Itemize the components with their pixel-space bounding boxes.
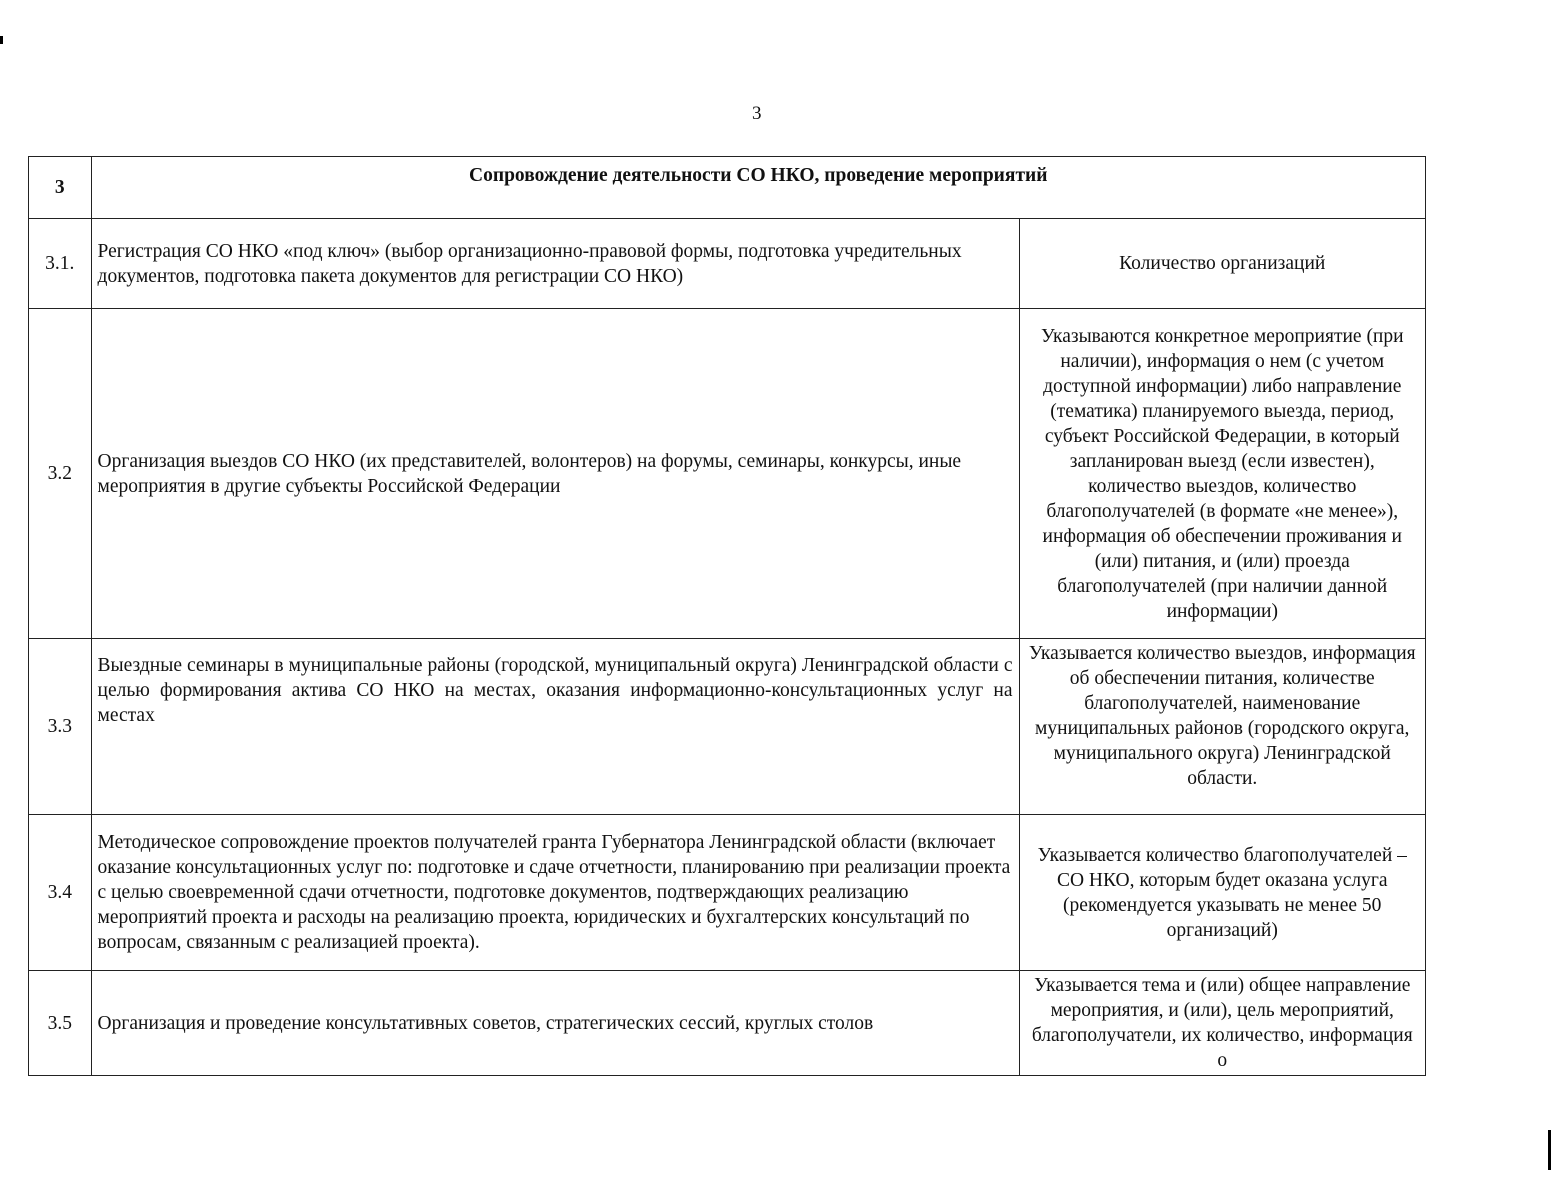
table-row	[29, 971, 1426, 1076]
row-indicator: Количество организаций	[1019, 219, 1426, 309]
row-description: Выездные семинары в муниципальные районы (городской, муниципальный округа) Ленинградской области с целью формирования актива СО НКО на местах, оказания информационно-консультационных услуг на местах	[91, 639, 1019, 815]
table-row	[29, 219, 1426, 309]
scan-artifact-top-left	[0, 36, 3, 44]
section-number: 3	[29, 157, 92, 219]
table-row	[29, 639, 1426, 815]
section-title: Сопровождение деятельности СО НКО, проведение мероприятий	[91, 157, 1425, 219]
row-description: Организация и проведение консультативных советов, стратегических сессий, круглых столов	[91, 971, 1019, 1076]
scan-artifact-bottom-right	[1548, 1130, 1551, 1170]
row-indicator: Указывается тема и (или) общее направление мероприятия, и (или), цель мероприятий, благополучатели, их количество, информация о	[1019, 971, 1426, 1076]
row-description: Регистрация СО НКО «под ключ» (выбор организационно-правовой формы, подготовка учредительных документов, подготовка пакета документов для регистрации СО НКО)	[91, 219, 1019, 309]
row-description: Организация выездов СО НКО (их представителей, волонтеров) на форумы, семинары, конкурсы, иные мероприятия в другие субъекты Российской Федерации	[91, 309, 1019, 639]
row-indicator: Указывается количество благополучателей – СО НКО, которым будет оказана услуга (рекомендуется указывать не менее 50 организаций)	[1019, 815, 1426, 971]
row-indicator: Указывается количество выездов, информация об обеспечении питания, количестве благополучателей, наименование муниципальных районов (городского округа, муниципального округа) Ленинградской области.	[1019, 639, 1426, 815]
page-number: 3	[752, 103, 762, 124]
row-indicator: Указываются конкретное мероприятие (при наличии), информация о нем (с учетом доступной информации) либо направление (тематика) планируемого выезда, период, субъект Российской Федерации, в который запланирован выезд (если известен), количество выездов, количество благополучателей (в формате «не менее»), информация об обеспечении проживания и (или) питания, и (или) проезда благополучателей (при наличии данной информации)	[1019, 309, 1426, 639]
row-description: Методическое сопровождение проектов получателей гранта Губернатора Ленинградской области (включает оказание консультационных услуг по: подготовке и сдаче отчетности, планированию при реализации проекта с целью своевременной сдачи отчетности, подготовке документов, подтверждающих реализацию мероприятий проекта и расходы на реализацию проекта, юридических и бухгалтерских консультаций по вопросам, связанным с реализацией проекта).	[91, 815, 1019, 971]
table-row	[29, 815, 1426, 971]
table-row	[29, 309, 1426, 639]
section-header-row	[29, 157, 1426, 219]
row-number: 3.1.	[29, 219, 92, 309]
row-number: 3.2	[29, 309, 92, 639]
row-number: 3.4	[29, 815, 92, 971]
row-number: 3.3	[29, 639, 92, 815]
services-table	[28, 156, 1426, 1076]
row-number: 3.5	[29, 971, 92, 1076]
